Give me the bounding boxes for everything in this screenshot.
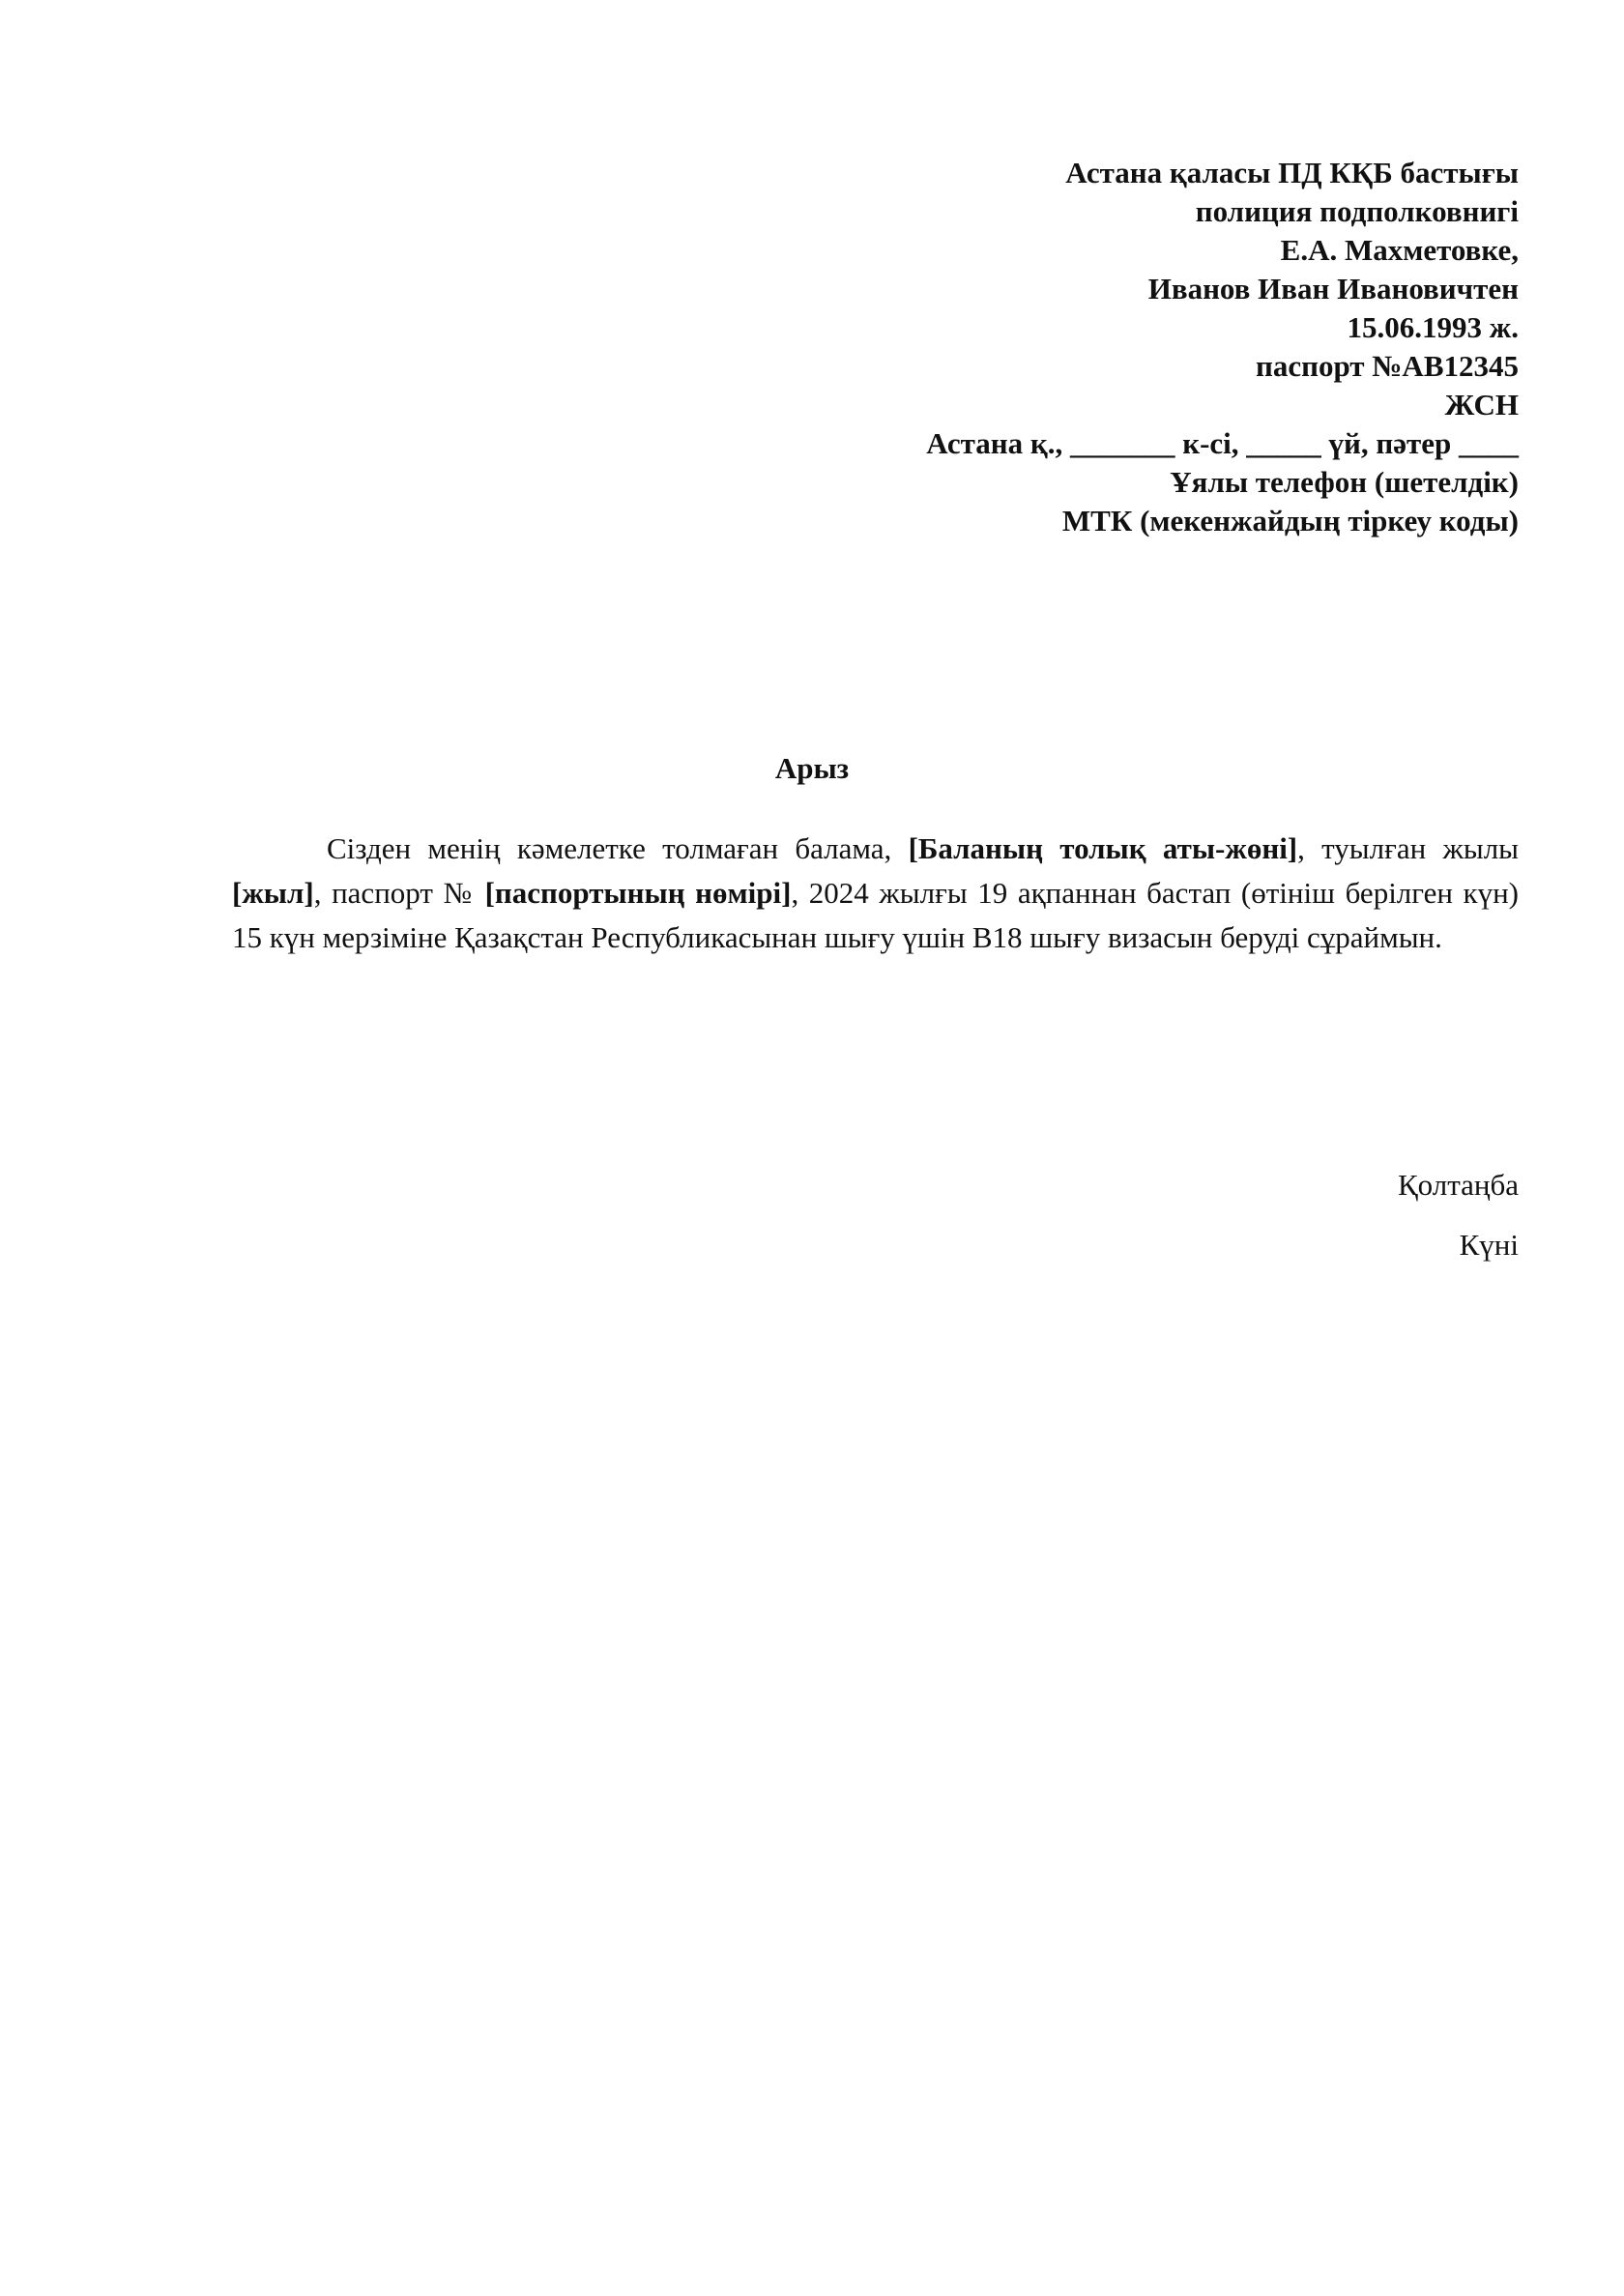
applicant-iin: ЖСН [1444, 388, 1519, 421]
applicant-passport: паспорт №AB12345 [1255, 349, 1519, 383]
signature-label: Қолтаңба [1397, 1168, 1519, 1202]
addressee-position: Астана қаласы ПД КҚБ бастығы [1065, 156, 1519, 189]
addressee-name: Е.А. Махметовке, [1280, 233, 1519, 267]
applicant-address: Астана қ., _______ к-сі, _____ үй, пәтер ____ [926, 426, 1519, 460]
request-paragraph [232, 827, 1519, 960]
passport-number-placeholder: [паспортының нөмірі] [484, 876, 792, 910]
body-text-part: , паспорт № [313, 876, 485, 910]
signature-block [1132, 1155, 1519, 1275]
applicant-birth-date: 15.06.1993 ж. [1347, 310, 1519, 344]
applicant-name: Иванов Иван Ивановичтен [1147, 272, 1519, 305]
applicant-address-code: МТК (мекенжайдың тіркеу коды) [1061, 504, 1519, 538]
body-text-part: , туылған жылы [1297, 831, 1519, 865]
birth-year-placeholder: [жыл] [232, 876, 314, 910]
body-text-part: Сізден менің кәмелетке толмаған балама, [327, 831, 909, 865]
applicant-phone: Ұялы телефон (шетелдік) [1170, 465, 1519, 499]
date-label: Күні [1459, 1228, 1519, 1262]
body-text-part: , 2024 жылғы 19 ақпаннан бастап (өтініш берілген күн) 15 күн мерзіміне Қазақстан Республикасынан шығу үшін B18 шығу визасын беруді сұраймын. [232, 876, 1520, 954]
addressee-block [649, 154, 1519, 540]
document-title: Арыз [774, 751, 850, 785]
child-name-placeholder: [Баланың толық аты-жөні] [908, 831, 1298, 865]
addressee-rank: полиция подполковнигі [1195, 194, 1519, 228]
